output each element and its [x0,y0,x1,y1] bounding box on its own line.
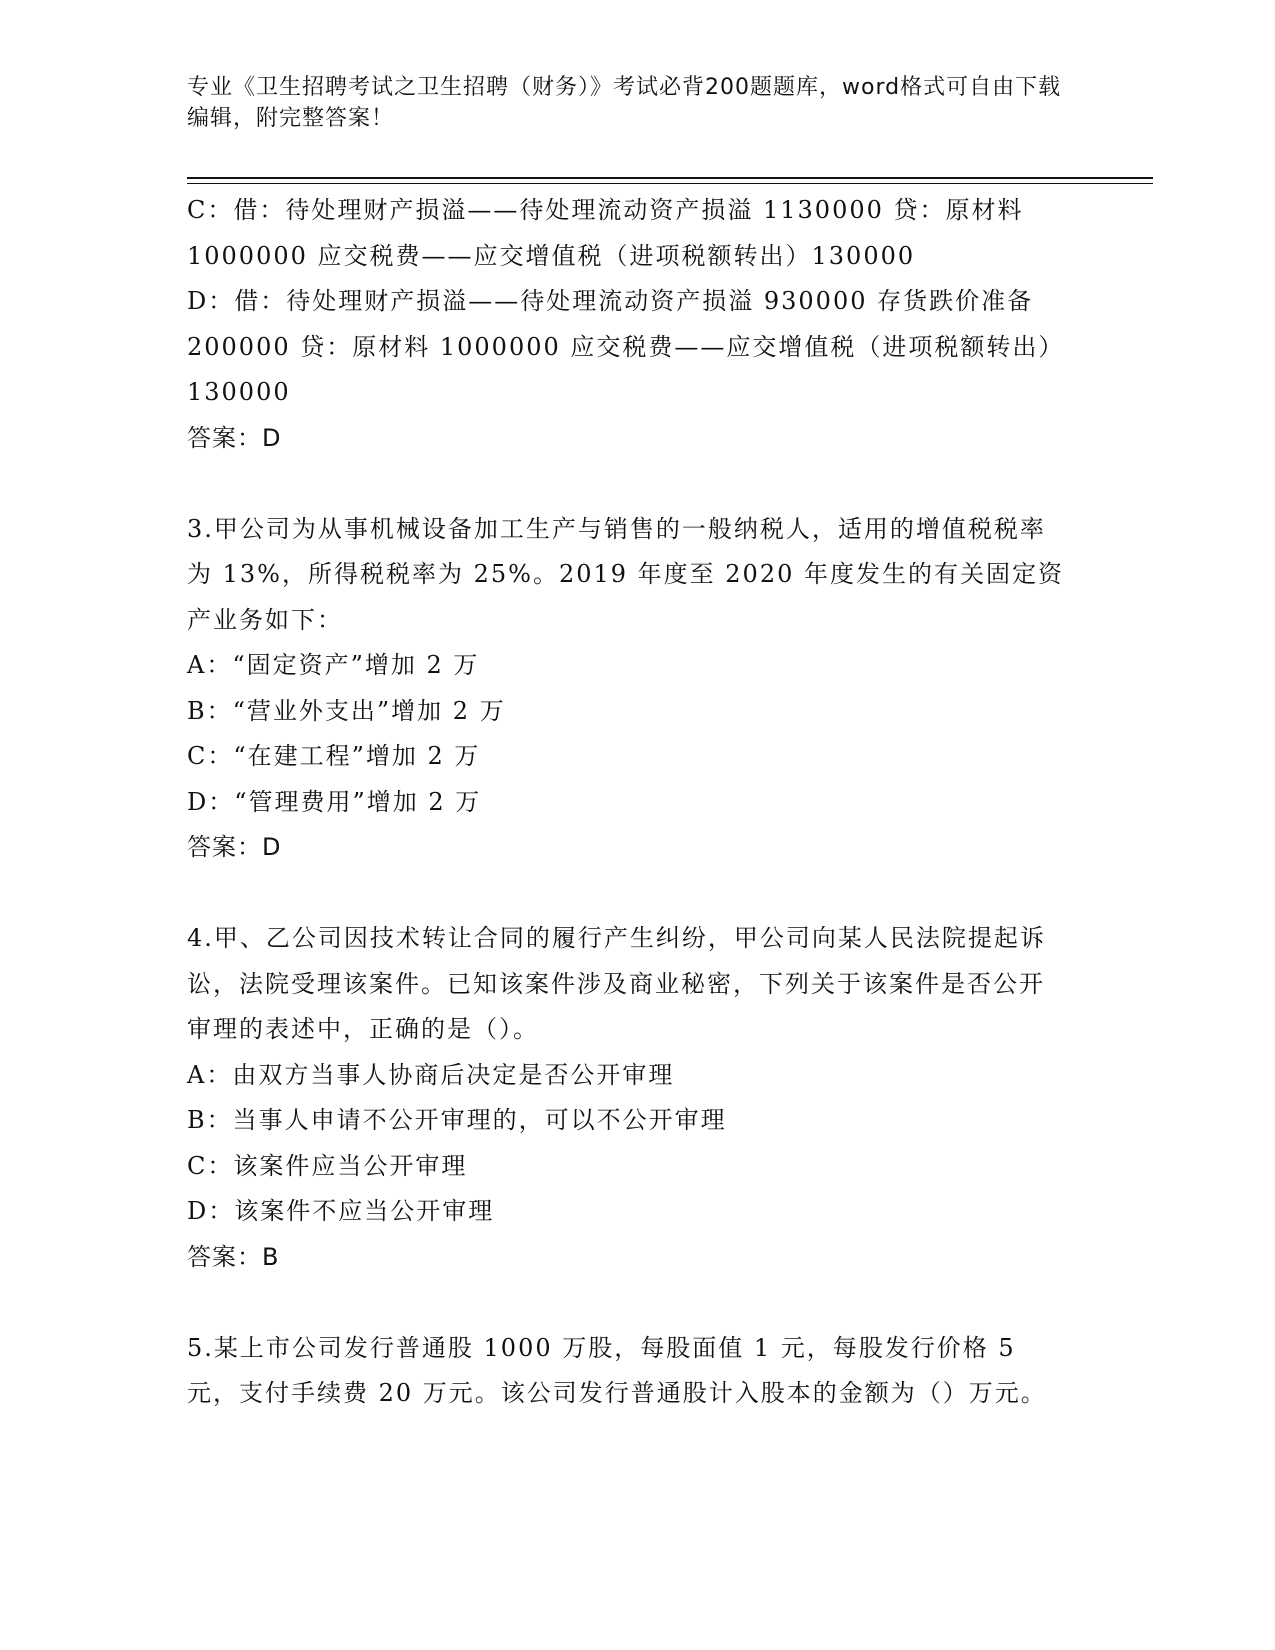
question-3-option-c: C：“在建工程”增加 2 万 [187,742,481,770]
question-5-stem: 5.某上市公司发行普通股 1000 万股，每股面值 1 元，每股发行价格 5 元，支付手续费 20 万元。该公司发行普通股计入股本的金额为（）万元。 [187,1333,1047,1407]
document-body [187,188,1067,1417]
question-3-answer: 答案：D [187,833,282,861]
question-4-option-d: D：该案件不应当公开审理 [187,1197,495,1225]
header-divider-thick [187,177,1153,179]
question-4-answer: 答案：B [187,1242,280,1271]
question-3-option-d: D：“管理费用”增加 2 万 [187,787,482,816]
spacer [187,461,1067,507]
prev-question-answer: 答案：D [187,423,282,452]
prev-question-option-d: D：借：待处理财产损溢——待处理流动资产损溢 930000 存货跌价准备 200000 贷：原材料 1000000 应交税费——应交增值税（进项税额转出）130000 [187,287,1065,406]
question-4-option-c: C：该案件应当公开审理 [187,1151,468,1180]
header-divider-thin [187,183,1153,184]
question-4-option-a: A：由双方当事人协商后决定是否公开审理 [187,1060,675,1089]
question-3-stem: 3.甲公司为从事机械设备加工生产与销售的一般纳税人，适用的增值税税率为 13%，所得税税率为 25%。2019 年度至 2020 年度发生的有关固定资产业务如下： [187,514,1064,634]
question-3-option-a: A：“固定资产”增加 2 万 [187,651,480,679]
prev-question-option-c: C：借：待处理财产损溢——待处理流动资产损溢 1130000 贷：原材料 1000000 应交税费——应交增值税（进项税额转出）130000 [187,196,1024,270]
question-3-option-b: B：“营业外支出”增加 2 万 [187,696,506,725]
question-4-option-b: B：当事人申请不公开审理的，可以不公开审理 [187,1106,727,1134]
page-header: 专业《卫生招聘考试之卫生招聘（财务）》考试必背200题题库，word格式可自由下载编辑，附完整答案！ [187,75,1062,131]
question-4-stem: 4.甲、乙公司因技术转让合同的履行产生纠纷，甲公司向某人民法院提起诉讼，法院受理该案件。已知该案件涉及商业秘密，下列关于该案件是否公开审理的表述中，正确的是（）。 [187,924,1046,1043]
spacer [187,871,1067,917]
spacer [187,1280,1067,1326]
